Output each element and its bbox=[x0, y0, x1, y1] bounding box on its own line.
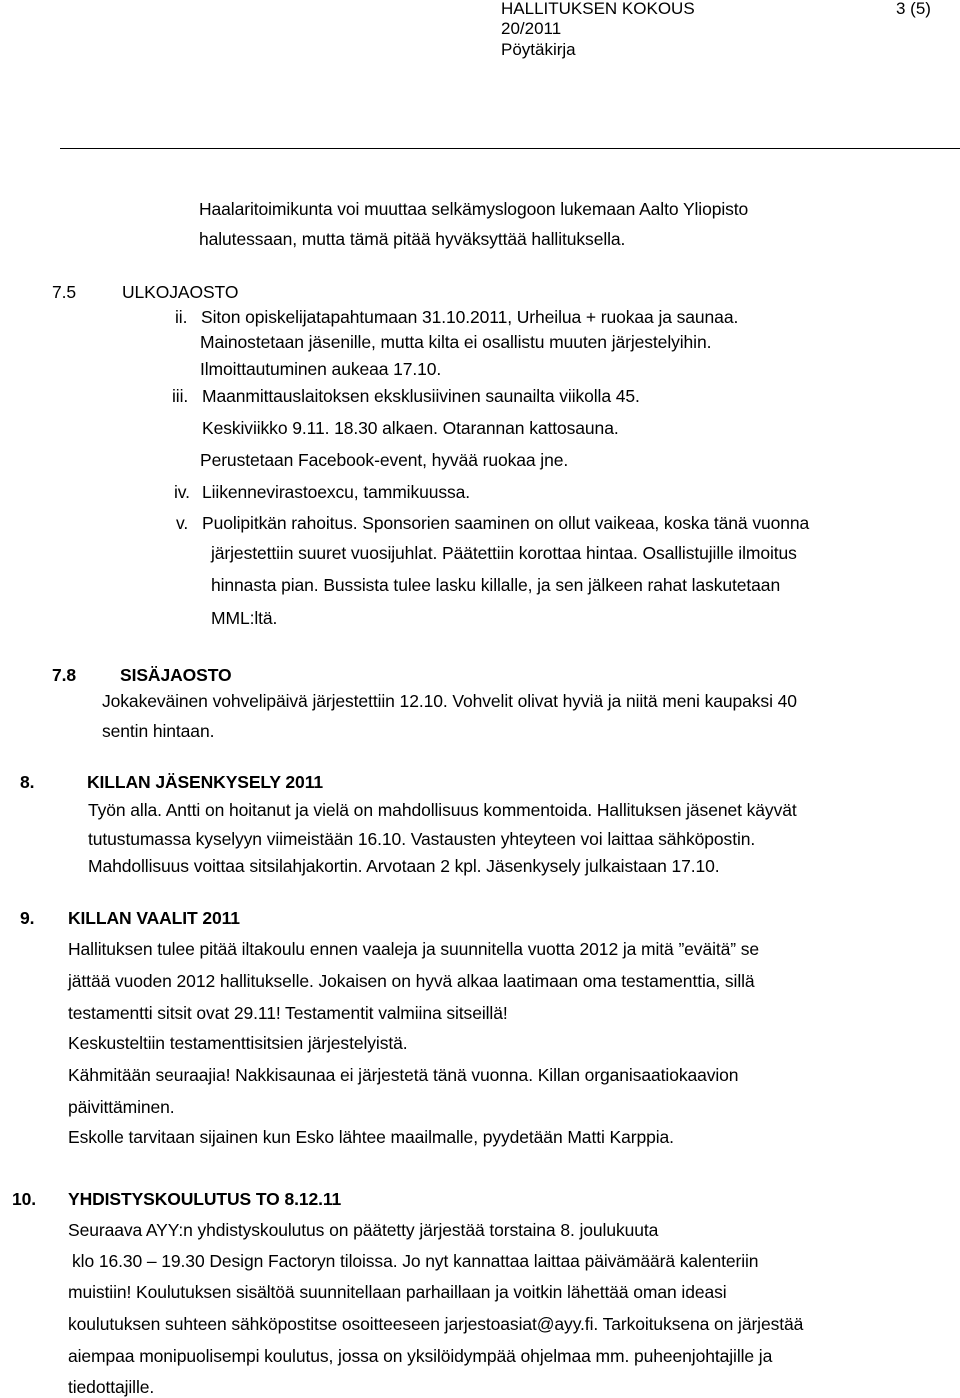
intro-line: Haalaritoimikunta voi muuttaa selkämyslogoon lukemaan Aalto Yliopisto bbox=[199, 199, 749, 219]
section-9-line: Kähmitään seuraajia! Nakkisaunaa ei järjestetä tänä vuonna. Killan organisaatiokaavion bbox=[68, 1065, 739, 1085]
list-marker-iii: iii. bbox=[172, 386, 189, 406]
section-10-line: aiempaa monipuolisempi koulutus, jossa on yksilöidympää ohjelmaa mm. puheenjohtajille ja bbox=[68, 1346, 773, 1366]
list-item-iii-line: Maanmittauslaitoksen eksklusiivinen saunailta viikolla 45. bbox=[202, 386, 640, 406]
list-item-ii-line: Siton opiskelijatapahtumaan 31.10.2011, Urheilua + ruokaa ja saunaa. bbox=[201, 307, 739, 327]
section-number-7-5: 7.5 bbox=[52, 282, 77, 302]
section-number-7-8: 7.8 bbox=[52, 665, 77, 685]
section-title-sisajaosto: SISÄJAOSTO bbox=[120, 665, 232, 685]
list-marker-v: v. bbox=[176, 513, 189, 533]
list-item-v-line: järjestettiin suuret vuosijuhlat. Päätettiin korottaa hintaa. Osallistujille ilmoitus bbox=[211, 543, 797, 563]
section-9-line: Hallituksen tulee pitää iltakoulu ennen vaaleja ja suunnitella vuotta 2012 ja mitä ”eväitä” se bbox=[68, 939, 760, 959]
section-title-yhdistyskoulutus: YHDISTYSKOULUTUS TO 8.12.11 bbox=[68, 1189, 342, 1209]
section-title-vaalit: KILLAN VAALIT 2011 bbox=[68, 908, 240, 928]
section-9-line: päivittäminen. bbox=[68, 1097, 175, 1117]
section-title-ulkojaosto: ULKOJAOSTO bbox=[122, 282, 239, 302]
list-item-v-line: Puolipitkän rahoitus. Sponsorien saaminen on ollut vaikeaa, koska tänä vuonna bbox=[202, 513, 810, 533]
list-item-iv-line: Liikennevirastoexcu, tammikuussa. bbox=[202, 482, 471, 502]
section-9-line: Eskolle tarvitaan sijainen kun Esko lähtee maailmalle, pyydetään Matti Karppia. bbox=[68, 1127, 674, 1147]
list-marker-ii: ii. bbox=[175, 307, 188, 327]
page-number: 3 (5) bbox=[896, 0, 931, 18]
section-8-line: tutustumassa kyselyyn viimeistään 16.10. Vastausten yhteyteen voi laittaa sähköpostin. bbox=[88, 829, 756, 849]
section-10-line: muistiin! Koulutuksen sisältöä suunnitellaan parhaillaan ja voitkin lähettää oman ideasi bbox=[68, 1282, 727, 1302]
section-9-line: testamentti sitsit ovat 29.11! Testamentit valmiina sitseillä! bbox=[68, 1003, 508, 1023]
section-number-10: 10. bbox=[12, 1189, 37, 1209]
list-item-v-line: hinnasta pian. Bussista tulee lasku killalle, ja sen jälkeen rahat laskutetaan bbox=[211, 575, 781, 595]
list-marker-iv: iv. bbox=[174, 482, 190, 502]
section-title-jasenkysely: KILLAN JÄSENKYSELY 2011 bbox=[87, 772, 323, 792]
section-10-line: klo 16.30 – 19.30 Design Factoryn tiloissa. Jo nyt kannattaa laittaa päivämäärä kalenteriin bbox=[72, 1251, 759, 1271]
list-item-v-line: MML:ltä. bbox=[211, 608, 278, 628]
section-10-line: tiedottajille. bbox=[68, 1377, 155, 1397]
section-number-8: 8. bbox=[20, 772, 35, 792]
intro-line: halutessaan, mutta tämä pitää hyväksyttää hallituksella. bbox=[199, 229, 626, 249]
section-8-line: Työn alla. Antti on hoitanut ja vielä on mahdollisuus kommentoida. Hallituksen jäsenet käyvät bbox=[88, 800, 797, 820]
list-item-ii-line: Mainostetaan jäsenille, mutta kilta ei osallistu muuten järjestelyihin. bbox=[200, 332, 712, 352]
section-9-line: jättää vuoden 2012 hallitukselle. Jokaisen on hyvä alkaa laatimaan oma testamenttia, sillä bbox=[68, 971, 755, 991]
section-number-9: 9. bbox=[20, 908, 35, 928]
meeting-number: 20/2011 bbox=[501, 19, 562, 38]
section-10-line: Seuraava AYY:n yhdistyskoulutus on päätetty järjestää torstaina 8. joulukuuta bbox=[68, 1220, 659, 1240]
section-7-8-line: sentin hintaan. bbox=[102, 721, 215, 741]
document-title: HALLITUKSEN KOKOUS bbox=[501, 0, 695, 18]
list-item-iii-line: Keskiviikko 9.11. 18.30 alkaen. Otarannan kattosauna. bbox=[202, 418, 619, 438]
list-item-iii-line: Perustetaan Facebook-event, hyvää ruokaa jne. bbox=[200, 450, 569, 470]
list-item-ii-line: Ilmoittautuminen aukeaa 17.10. bbox=[200, 359, 442, 379]
section-8-line: Mahdollisuus voittaa sitsilahjakortin. Arvotaan 2 kpl. Jäsenkysely julkaistaan 17.10. bbox=[88, 856, 720, 876]
header-divider bbox=[60, 148, 960, 149]
document-type: Pöytäkirja bbox=[501, 40, 576, 59]
section-10-line: koulutuksen suhteen sähköpostitse osoitteeseen jarjestoasiat@ayy.fi. Tarkoituksena on järjestää bbox=[68, 1314, 804, 1334]
section-9-line: Keskusteltiin testamenttisitsien järjestelyistä. bbox=[68, 1033, 408, 1053]
section-7-8-line: Jokakeväinen vohvelipäivä järjestettiin 12.10. Vohvelit olivat hyviä ja niitä meni kaupaksi 40 bbox=[102, 691, 797, 711]
